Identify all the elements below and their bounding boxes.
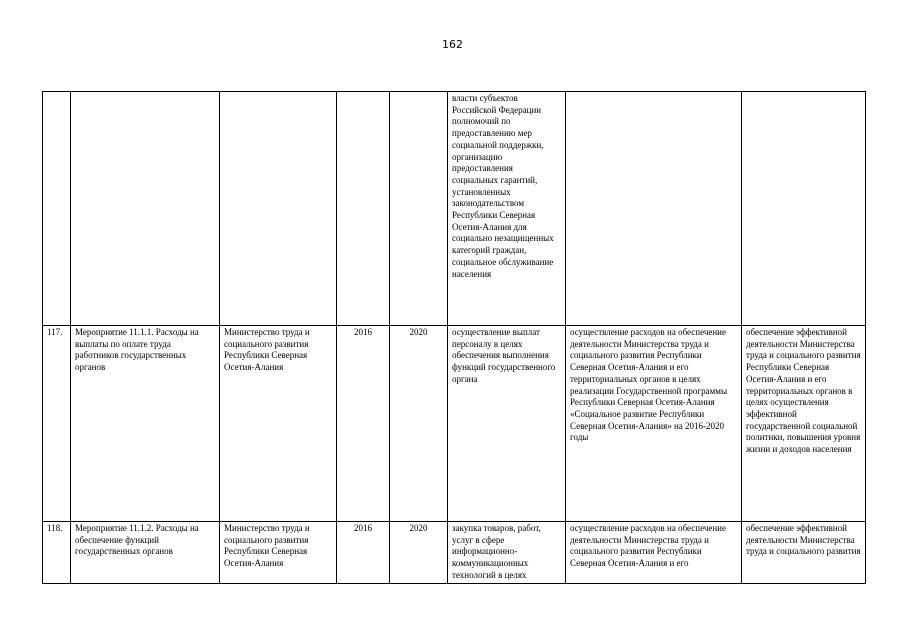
executor-cell bbox=[220, 92, 337, 326]
end-year-cell bbox=[390, 92, 448, 326]
measure-name-cell: Мероприятие 11.1.1. Расходы на выплаты по оплате труда работников государственных органов bbox=[71, 326, 220, 522]
expected-result-cell: закупка товаров, работ, услуг в сфере информационно-коммуникационных технологий в целях bbox=[448, 522, 566, 584]
goal-cell: обеспечение эффективной деятельности Министерства труда и социального развития bbox=[742, 522, 866, 584]
row-number-cell: 117. bbox=[43, 326, 71, 522]
content-cell: осуществление расходов на обеспечение деятельности Министерства труда и социального развития Республики Северная Осетия-Алания и его территориальных органов в целях реализации Государственной программы Республики Северная Осетия-Алания «Социальное развитие Республики Северная Осетия-Алания» на 2016-2020 годы bbox=[566, 326, 742, 522]
row-number-cell: 118. bbox=[43, 522, 71, 584]
content-cell: осуществление расходов на обеспечение деятельности Министерства труда и социального развития Республики Северная Осетия-Алания и его bbox=[566, 522, 742, 584]
end-year-cell: 2020 bbox=[390, 326, 448, 522]
goal-cell: обеспечение эффективной деятельности Министерства труда и социального развития Республики Северная Осетия-Алания и его территориальных органов в целях осуществления эффективной государственной социальной политики, повышения уровня жизни и доходов населения bbox=[742, 326, 866, 522]
expected-result-cell: власти субъектов Российской Федерации полномочий по предоставлению мер социальной поддержки, организацию предоставления социальных гарантий, установленных законодательством Республики Северная Осетия-Алания для социально незащищенных категорий граждан, социальное обслуживание населения bbox=[448, 92, 566, 326]
table-row bbox=[43, 92, 866, 326]
measure-name-cell: Мероприятие 11.1.2. Расходы на обеспечение функций государственных органов bbox=[71, 522, 220, 584]
end-year-cell: 2020 bbox=[390, 522, 448, 584]
start-year-cell: 2016 bbox=[337, 522, 390, 584]
measure-name-cell bbox=[71, 92, 220, 326]
start-year-cell: 2016 bbox=[337, 326, 390, 522]
measures-table bbox=[42, 91, 866, 584]
executor-cell: Министерство труда и социального развития Республики Северная Осетия-Алания bbox=[220, 326, 337, 522]
goal-cell bbox=[742, 92, 866, 326]
table-row bbox=[43, 522, 866, 584]
row-number-cell bbox=[43, 92, 71, 326]
start-year-cell bbox=[337, 92, 390, 326]
page-number: 162 bbox=[442, 38, 463, 51]
table-row bbox=[43, 326, 866, 522]
content-cell bbox=[566, 92, 742, 326]
expected-result-cell: осуществление выплат персоналу в целях обеспечения выполнения функций государственного органа bbox=[448, 326, 566, 522]
executor-cell: Министерство труда и социального развития Республики Северная Осетия-Алания bbox=[220, 522, 337, 584]
